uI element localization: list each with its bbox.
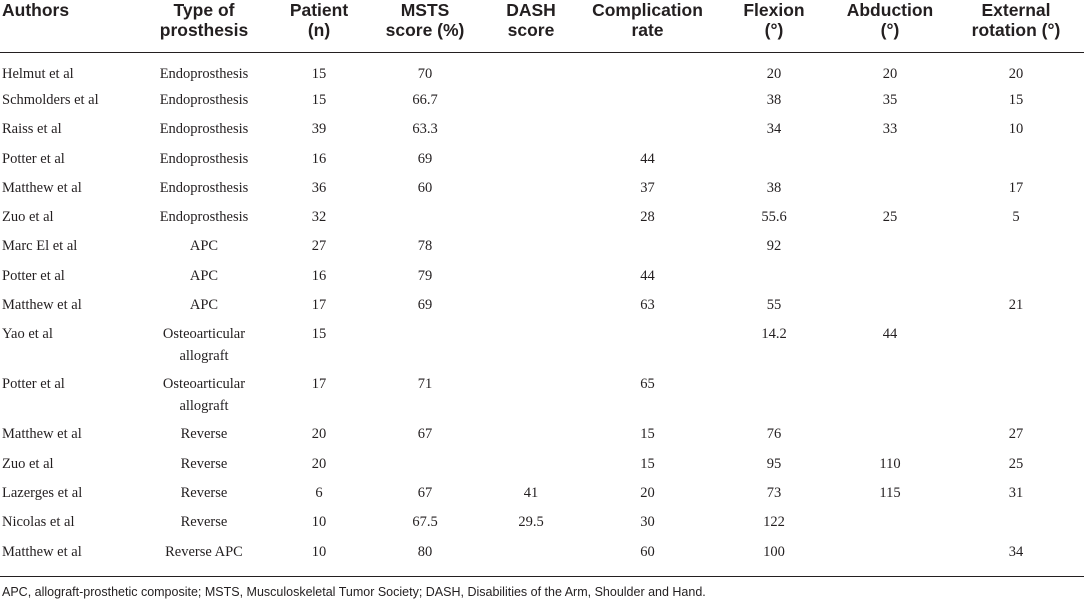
cell-authors: Matthew et al (2, 297, 82, 314)
cell-msts: 69 (417, 150, 433, 167)
cell-msts: 69 (417, 297, 433, 314)
table-row (0, 89, 1084, 118)
cell-abduction: 110 (879, 455, 901, 472)
header-flexion: Flexion (°) (716, 0, 832, 52)
cell-msts: 60 (417, 179, 433, 196)
cell-type: Reverse (180, 514, 228, 531)
cell-patient: 15 (311, 326, 327, 343)
cell-type: Endoprosthesis (159, 179, 249, 196)
table-row (0, 511, 1084, 540)
cell-external-rotation: 15 (1008, 92, 1024, 108)
header-complication-rate: Complication rate (579, 0, 716, 52)
cell-type: Endoprosthesis (159, 209, 249, 226)
cell-authors: Matthew et al (0, 541, 137, 577)
table-row (0, 373, 1084, 423)
cell-external-rotation: 20 (1008, 65, 1024, 82)
cell-dash (483, 541, 579, 577)
cell-patient: 17 (311, 297, 327, 314)
cell-dash (483, 89, 579, 118)
cell-abduction: 33 (882, 121, 898, 138)
cell-authors: Raiss et al (2, 121, 62, 138)
cell-external-rotation (948, 511, 1084, 540)
table-row (0, 177, 1084, 206)
cell-complication: 44 (640, 267, 655, 284)
cell-type: Reverse APC (137, 541, 271, 577)
cell-authors: Schmolders et al (2, 92, 99, 108)
header-abduction: Abduction (°) (832, 0, 948, 52)
cell-flexion: 55.6 (761, 209, 787, 226)
cell-complication (579, 89, 716, 118)
cell-type: Osteoarticular allograft (162, 376, 246, 415)
cell-msts: 67 (417, 484, 433, 501)
cell-patient: 16 (311, 150, 327, 167)
cell-dash (483, 294, 579, 323)
table-footnote: APC, allograft-prosthetic composite; MSTS, Musculoskeletal Tumor Society; DASH, Disabilities of the Arm, Shoulder and Hand. (2, 585, 706, 599)
cell-dash (483, 235, 579, 264)
cell-external-rotation (948, 265, 1084, 294)
cell-patient: 36 (311, 179, 327, 196)
cell-type: Reverse (180, 484, 228, 501)
cell-flexion: 95 (766, 455, 782, 472)
cell-authors: Nicolas et al (2, 514, 75, 531)
cell-type: Reverse (180, 455, 228, 472)
cell-patient: 32 (311, 209, 327, 226)
cell-type: Endoprosthesis (159, 65, 249, 82)
table-row (0, 323, 1084, 373)
cell-abduction (832, 541, 948, 577)
cell-dash: 29.5 (518, 514, 544, 531)
cell-external-rotation: 34 (948, 541, 1084, 577)
cell-msts: 63.3 (412, 121, 438, 138)
cell-flexion (716, 265, 832, 294)
cell-msts: 70 (417, 65, 433, 82)
cell-dash (483, 323, 579, 373)
cell-external-rotation: 5 (1012, 209, 1020, 226)
cell-flexion: 122 (763, 514, 785, 531)
cell-complication: 44 (640, 150, 655, 167)
table-row (0, 148, 1084, 177)
cell-authors: Zuo et al (2, 455, 54, 472)
cell-patient: 16 (311, 267, 327, 284)
cell-patient: 10 (311, 514, 327, 531)
cell-dash (483, 373, 579, 423)
cell-complication: 15 (640, 426, 655, 443)
cell-external-rotation (948, 373, 1084, 423)
cell-dash (483, 52, 579, 89)
cell-complication: 65 (640, 376, 655, 393)
cell-patient: 39 (311, 121, 327, 138)
cell-abduction (832, 294, 948, 323)
cell-msts: 67 (417, 426, 433, 443)
cell-abduction (832, 148, 948, 177)
cell-dash (483, 265, 579, 294)
cell-flexion (716, 373, 832, 423)
cell-dash: 41 (523, 484, 539, 501)
cell-msts: 78 (417, 238, 433, 255)
cell-authors: Zuo et al (2, 209, 54, 226)
cell-dash (483, 423, 579, 452)
cell-complication: 63 (640, 297, 655, 314)
cell-authors: Yao et al (2, 326, 53, 343)
cell-flexion: 76 (766, 426, 782, 443)
cell-external-rotation: 17 (1008, 179, 1024, 196)
table-row (0, 453, 1084, 482)
cell-type: Endoprosthesis (159, 92, 249, 108)
cell-msts: 79 (417, 267, 433, 284)
cell-external-rotation: 31 (1008, 484, 1024, 501)
header-external-rotation: External rotation (°) (948, 0, 1084, 52)
table-row (0, 206, 1084, 235)
cell-abduction (832, 235, 948, 264)
table-row (0, 482, 1084, 511)
cell-abduction (832, 423, 948, 452)
cell-external-rotation (948, 323, 1084, 373)
cell-type: APC (189, 297, 219, 314)
cell-patient: 15 (311, 65, 327, 82)
cell-abduction: 35 (882, 92, 898, 108)
cell-external-rotation: 25 (1008, 455, 1024, 472)
header-row (0, 0, 1084, 52)
header-msts-score: MSTS score (%) (367, 0, 483, 52)
cell-abduction (832, 177, 948, 206)
table-row (0, 423, 1084, 452)
cell-msts (367, 453, 483, 482)
cell-complication: 28 (640, 209, 655, 226)
cell-flexion: 14.2 (761, 326, 787, 343)
table-row (0, 235, 1084, 264)
cell-flexion: 38 (766, 92, 782, 108)
cell-authors: Potter et al (2, 267, 65, 284)
cell-patient: 20 (311, 426, 327, 443)
cell-dash (483, 118, 579, 147)
table-row (0, 52, 1084, 89)
cell-external-rotation: 27 (1008, 426, 1024, 443)
cell-abduction: 44 (882, 326, 898, 343)
table-row (0, 294, 1084, 323)
cell-patient: 27 (311, 238, 327, 255)
cell-flexion: 92 (766, 238, 782, 255)
cell-flexion: 20 (766, 65, 782, 82)
cell-msts (367, 206, 483, 235)
cell-patient: 10 (271, 541, 367, 577)
cell-patient: 20 (311, 455, 327, 472)
cell-dash (483, 206, 579, 235)
cell-complication: 15 (640, 455, 655, 472)
cell-msts: 67.5 (412, 514, 438, 531)
cell-abduction (832, 511, 948, 540)
cell-authors: Matthew et al (2, 179, 82, 196)
cell-abduction: 25 (882, 209, 898, 226)
cell-flexion: 73 (766, 484, 782, 501)
cell-complication: 60 (579, 541, 716, 577)
header-authors: Authors (0, 0, 137, 52)
cell-authors: Matthew et al (2, 426, 82, 443)
cell-abduction (832, 373, 948, 423)
cell-flexion: 55 (766, 297, 782, 314)
cell-patient: 6 (315, 484, 323, 501)
header-type-of-prosthesis: Type of prosthesis (137, 0, 271, 52)
cell-complication (579, 118, 716, 147)
cell-dash (483, 453, 579, 482)
cell-complication: 30 (640, 514, 655, 531)
cell-authors: Lazerges et al (2, 484, 83, 501)
cell-msts (367, 323, 483, 373)
cell-flexion (716, 148, 832, 177)
cell-type: APC (189, 267, 219, 284)
cell-abduction: 115 (879, 484, 901, 501)
cell-flexion: 34 (766, 121, 782, 138)
table-body (0, 52, 1084, 577)
cell-external-rotation (948, 235, 1084, 264)
cell-complication: 37 (640, 179, 655, 196)
cell-patient: 17 (311, 376, 327, 393)
cell-external-rotation: 21 (1008, 297, 1024, 314)
cell-authors: Potter et al (2, 376, 65, 393)
cell-msts: 80 (367, 541, 483, 577)
cell-flexion: 38 (766, 179, 782, 196)
cell-external-rotation (948, 148, 1084, 177)
cell-authors: Potter et al (2, 150, 65, 167)
cell-msts: 66.7 (412, 92, 438, 108)
cell-complication: 20 (640, 484, 655, 501)
cell-authors: Helmut et al (2, 65, 74, 82)
cell-msts: 71 (417, 376, 433, 393)
cell-complication (579, 323, 716, 373)
cell-type: Endoprosthesis (159, 150, 249, 167)
cell-abduction (832, 265, 948, 294)
cell-dash (483, 177, 579, 206)
table-row (0, 541, 1084, 577)
cell-patient: 15 (311, 92, 327, 108)
cell-dash (483, 148, 579, 177)
table-row (0, 265, 1084, 294)
cell-type: APC (189, 238, 219, 255)
cell-type: Osteoarticular allograft (162, 326, 246, 365)
cell-external-rotation: 10 (1008, 121, 1024, 138)
table-row (0, 118, 1084, 147)
cell-complication (579, 235, 716, 264)
cell-complication (579, 52, 716, 89)
cell-flexion: 100 (716, 541, 832, 577)
cell-abduction: 20 (882, 65, 898, 82)
header-patient: Patient (n) (271, 0, 367, 52)
cell-type: Endoprosthesis (159, 121, 249, 138)
cell-authors: Marc El et al (2, 238, 78, 255)
header-dash-score: DASH score (483, 0, 579, 52)
cell-type: Reverse (180, 426, 228, 443)
